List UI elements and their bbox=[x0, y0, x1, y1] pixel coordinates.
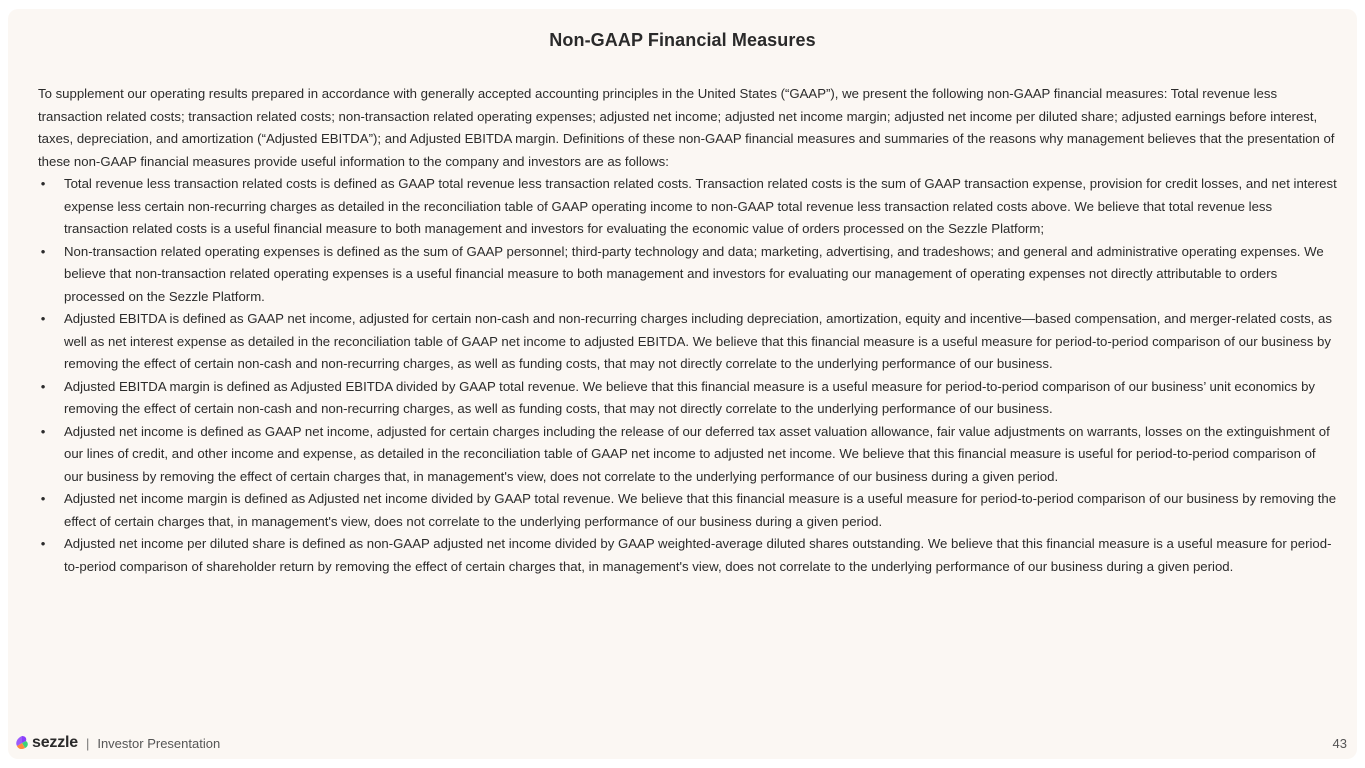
footer-label: Investor Presentation bbox=[97, 735, 221, 751]
bullet-text: Adjusted net income is defined as GAAP net income, adjusted for certain charges including the release of our deferred tax asset valuation allowance, fair value adjustments on warrants, losses on the extinguishment of our lines of credit, and other income and expense, as detailed in the reconciliation table of GAAP net income to adjusted net income. We believe that this financial measure is useful for period-to-period comparison of our business by removing the effect of certain charges that, in management's view, does not correlate to the underlying performance of our business during a given period. bbox=[64, 423, 1330, 484]
definitions-list bbox=[38, 173, 1338, 578]
intro-paragraph: To supplement our operating results prepared in accordance with generally accepted accounting principles in the United States (“GAAP”), we present the following non-GAAP financial measures: Total revenue less transaction related costs; transaction related costs; non-transaction related operating expenses; adjusted net income; adjusted net income margin; adjusted net income per diluted share; adjusted earnings before interest, taxes, depreciation, and amortization (“Adjusted EBITDA”); and Adjusted EBITDA margin. Definitions of these non-GAAP financial measures and summaries of the reasons why management believes that the presentation of these non-GAAP financial measures provide useful information to the company and investors are as follows: bbox=[38, 86, 1335, 169]
list-item bbox=[38, 308, 1338, 376]
sezzle-logo bbox=[14, 734, 78, 752]
bullet-text: Adjusted net income per diluted share is defined as non-GAAP adjusted net income divided by GAAP weighted-average diluted shares outstanding. We believe that this financial measure is a useful measure for period-to-period comparison of shareholder return by removing the effect of certain charges that, in management's view, does not correlate to the underlying performance of our business during a given period. bbox=[64, 536, 1332, 574]
list-item bbox=[38, 173, 1338, 241]
list-item bbox=[38, 376, 1338, 421]
list-item bbox=[38, 488, 1338, 533]
list-item bbox=[38, 241, 1338, 309]
slide-title: Non-GAAP Financial Measures bbox=[549, 30, 816, 50]
bullet-icon: • bbox=[40, 536, 46, 551]
bullet-icon: • bbox=[40, 378, 46, 394]
sezzle-logo-icon bbox=[14, 735, 30, 751]
bullet-text: Non-transaction related operating expenses is defined as the sum of GAAP personnel; third-party technology and data; marketing, advertising, and tradeshows; and general and administrative operating expenses. We believe that non-transaction related operating expenses is a useful financial measure to both management and investors for evaluating our management of operating expenses not directly attributable to orders processed on the Sezzle Platform. bbox=[64, 243, 1324, 304]
bullet-icon: • bbox=[40, 311, 46, 326]
footer-separator: | bbox=[85, 735, 90, 751]
bullet-text: Adjusted EBITDA is defined as GAAP net income, adjusted for certain non-cash and non-recurring charges including depreciation, amortization, equity and incentive—based compensation, and merger-related costs, as well as net interest expense as detailed in the reconciliation table of GAAP net income to adjusted EBITDA. We believe that this financial measure is a useful measure for period-to-period comparison of our business by removing the effect of certain non-cash and non-recurring charges, as well as funding costs, that may not directly correlate to the underlying performance of our business. bbox=[64, 311, 1332, 371]
bullet-icon: • bbox=[40, 243, 46, 259]
bullet-text: Total revenue less transaction related costs is defined as GAAP total revenue less transaction related costs. Transaction related costs is the sum of GAAP transaction expense, provision for credit losses, and net interest expense less certain non-recurring charges as detailed in the reconciliation table of GAAP operating income to non-GAAP total revenue less transaction related costs above. We believe that total revenue less transaction related costs is a useful financial measure to both management and investors for evaluating the economic value of orders processed on the Sezzle Platform; bbox=[64, 176, 1337, 236]
slide bbox=[8, 9, 1357, 759]
bullet-text: Adjusted EBITDA margin is defined as Adjusted EBITDA divided by GAAP total revenue. We believe that this financial measure is a useful measure for period-to-period comparison of our business’ unit economics by removing the effect of certain non-cash and non-recurring charges, as well as funding costs, that may not directly correlate to the underlying performance of our business. bbox=[64, 378, 1316, 416]
slide-body bbox=[38, 83, 1338, 578]
list-item bbox=[38, 421, 1338, 489]
slide-footer bbox=[14, 733, 1347, 753]
list-item bbox=[38, 533, 1338, 578]
page-number: 43 bbox=[1332, 735, 1347, 751]
bullet-text: Adjusted net income margin is defined as Adjusted net income divided by GAAP total revenue. We believe that this financial measure is a useful measure for period-to-period comparison of our business by removing the effect of certain charges that, in management's view, does not correlate to the underlying performance of our business during a given period. bbox=[64, 491, 1337, 529]
bullet-icon: • bbox=[40, 491, 46, 506]
bullet-icon: • bbox=[40, 423, 46, 439]
bullet-icon: • bbox=[40, 176, 46, 191]
logo-wordmark: sezzle bbox=[32, 734, 78, 751]
